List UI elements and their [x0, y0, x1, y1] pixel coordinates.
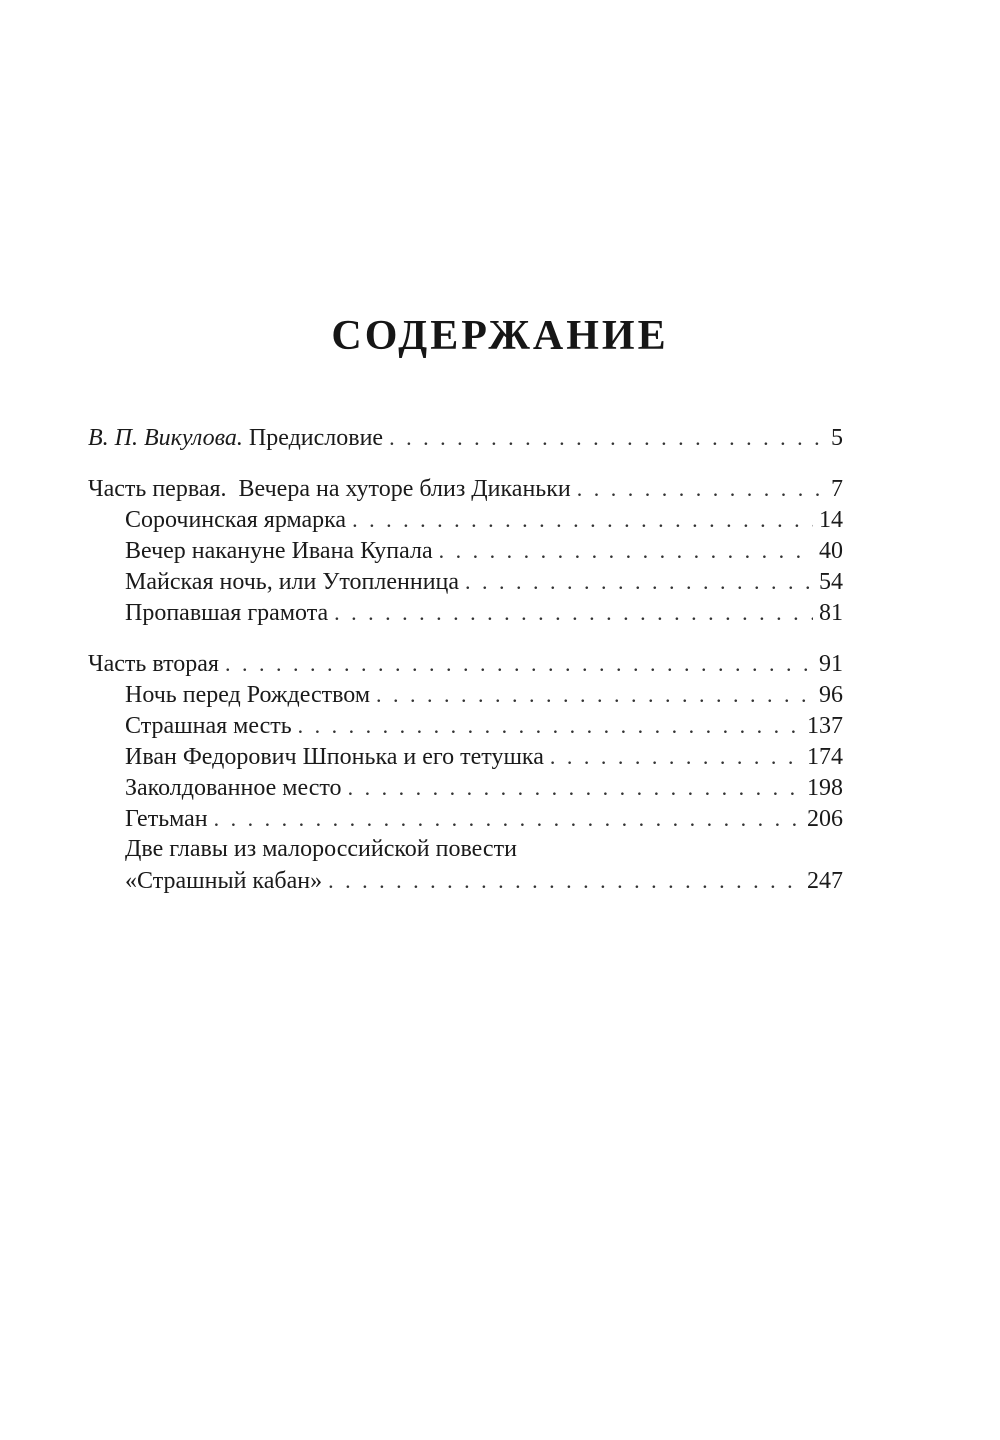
toc-entry-page: 206	[807, 806, 843, 832]
toc-entry-page: 91	[819, 651, 843, 677]
dot-leader	[577, 473, 825, 504]
toc-entry-part2-last-line1[interactable]	[88, 834, 843, 865]
toc-entry-part2-item[interactable]	[88, 679, 843, 710]
dot-leader	[389, 422, 825, 453]
dot-leader	[214, 803, 801, 834]
toc-entry-part2-item[interactable]	[88, 772, 843, 803]
toc-entry-page: 137	[807, 713, 843, 739]
toc-entry-label: Майская ночь, или Утопленница	[125, 569, 460, 595]
toc-entry-label: Ночь перед Рождеством	[125, 682, 371, 708]
toc-entry-part2-item[interactable]	[88, 710, 843, 741]
toc-entry-label: Две главы из малороссийской повести	[125, 836, 517, 862]
toc-entry-label: Часть вторая	[88, 651, 219, 677]
dot-leader	[465, 566, 813, 597]
table-of-contents	[88, 422, 843, 916]
toc-entry-preface[interactable]	[88, 422, 843, 453]
page-title: СОДЕРЖАНИЕ	[331, 313, 669, 359]
toc-part2-group	[88, 648, 843, 896]
toc-entry-page: 40	[819, 538, 843, 564]
dot-leader	[225, 648, 813, 679]
toc-entry-label: Гетьман	[125, 806, 208, 832]
dot-leader	[334, 597, 813, 628]
toc-entry-part2-item[interactable]	[88, 803, 843, 834]
toc-preface-group	[88, 422, 843, 453]
toc-entry-page: 198	[807, 775, 843, 801]
dot-leader	[348, 772, 801, 803]
toc-entry-label: Часть первая. Вечера на хуторе близ Диканьки	[88, 476, 571, 502]
toc-entry-part1-item[interactable]	[88, 566, 843, 597]
toc-entry-page: 96	[819, 682, 843, 708]
toc-entry-part2-item[interactable]	[88, 741, 843, 772]
toc-entry-label: Пропавшая грамота	[125, 600, 329, 626]
dot-leader	[328, 865, 801, 896]
toc-entry-label: Вечер накануне Ивана Купала	[125, 538, 433, 564]
toc-entry-label: Заколдованное место	[125, 775, 342, 801]
toc-entry-page: 247	[807, 868, 843, 894]
dot-leader	[550, 741, 801, 772]
toc-entry-text	[88, 423, 383, 454]
toc-entry-part1-item[interactable]	[88, 597, 843, 628]
toc-entry-part1-item[interactable]	[88, 535, 843, 566]
toc-entry-label: Иван Федорович Шпонька и его тетушка	[125, 744, 544, 770]
toc-part1-group	[88, 473, 843, 628]
toc-entry-label: «Страшный кабан»	[125, 868, 323, 894]
toc-entry-page: 174	[807, 744, 843, 770]
toc-entry-part2[interactable]	[88, 648, 843, 679]
dot-leader	[298, 710, 801, 741]
toc-entry-label: Страшная месть	[125, 713, 292, 739]
toc-entry-page: 81	[819, 600, 843, 626]
toc-entry-author: В. П. Викулова.	[88, 425, 243, 451]
toc-entry-page: 14	[819, 507, 843, 533]
toc-entry-part1[interactable]	[88, 473, 843, 504]
toc-entry-page: 5	[831, 425, 843, 451]
toc-entry-label: Сорочинская ярмарка	[125, 507, 347, 533]
toc-entry-page: 7	[831, 476, 843, 502]
toc-entry-part2-last-line2[interactable]	[88, 865, 843, 896]
toc-entry-part1-item[interactable]	[88, 504, 843, 535]
dot-leader	[352, 504, 813, 535]
dot-leader	[376, 679, 813, 710]
toc-entry-label: Предисловие	[248, 425, 384, 451]
dot-leader	[439, 535, 813, 566]
toc-entry-page: 54	[819, 569, 843, 595]
